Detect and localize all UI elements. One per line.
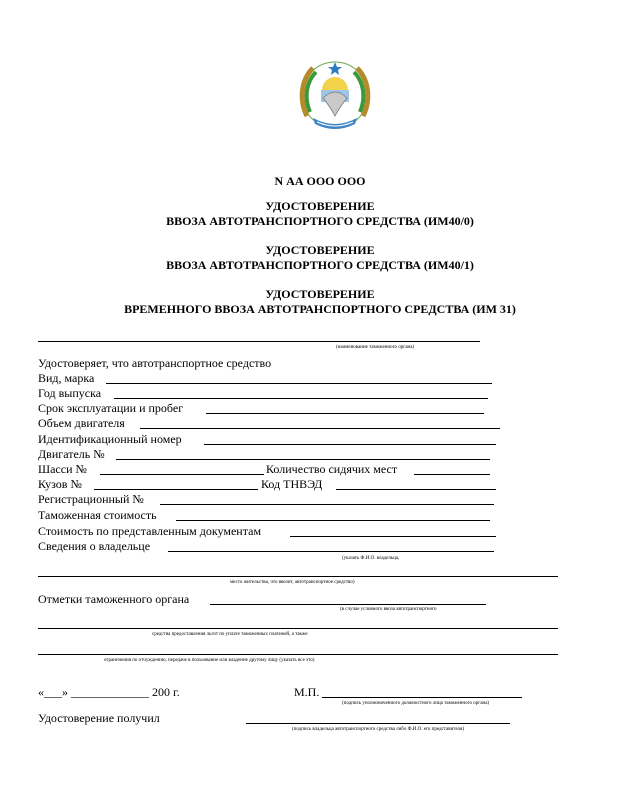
- chassis-line: [100, 474, 264, 475]
- engine-volume-line: [140, 428, 500, 429]
- customs-authority-caption: (наименование таможенного органа): [336, 345, 415, 350]
- owner-signature-caption: (подпись владельца автотранспортного средства либо Ф.И.О. его представителя): [292, 727, 465, 732]
- owner-signature-line: [246, 723, 510, 724]
- stamp-label: М.П.: [294, 685, 320, 699]
- chassis-label: Шасси №: [38, 462, 87, 476]
- owner-line: [168, 551, 494, 552]
- marks-caption: (в случае условного ввоза автотранспортного: [340, 607, 437, 612]
- engine-no-label: Двигатель №: [38, 447, 105, 461]
- hs-code-label: Код ТНВЭД: [261, 477, 323, 491]
- reg-no-label: Регистрационный №: [38, 492, 144, 506]
- title-2-line-2: ВВОЗА АВТОТРАНСПОРТНОГО СРЕДСТВА (ИМ40/1): [166, 258, 474, 272]
- marks-line: [210, 604, 486, 605]
- service-label: Срок эксплуатации и пробег: [38, 401, 184, 415]
- declared-value-line: [290, 536, 496, 537]
- engine-volume-label: Объем двигателя: [38, 416, 125, 430]
- privileges-caption: средства предоставления льгот по уплате таможенных платежей, а также: [152, 632, 308, 637]
- owner-label: Сведения о владельце: [38, 539, 151, 553]
- make-line: [106, 383, 492, 384]
- seats-line: [414, 474, 490, 475]
- owner-caption: (указать Ф.И.О. владельца,: [342, 556, 400, 561]
- year-line: [114, 398, 488, 399]
- seats-label: Количество сидячих мест: [266, 462, 398, 476]
- hs-code-line: [336, 489, 496, 490]
- year-label: Год выпуска: [38, 386, 102, 400]
- document-number: N АА ООО ООО: [274, 174, 366, 188]
- marks-label: Отметки таможенного органа: [38, 592, 190, 606]
- certifies-text: Удостоверяет, что автотранспортное средство: [38, 356, 272, 370]
- privileges-line: [38, 628, 558, 629]
- customs-value-line: [176, 520, 490, 521]
- restrictions-caption: ограничения по отчуждению, передаче в пользование или владение другому лицу (указать все это): [104, 658, 315, 663]
- make-label: Вид, марка: [38, 371, 95, 385]
- engine-no-line: [116, 459, 490, 460]
- restrictions-line: [38, 654, 558, 655]
- official-signature-caption: (подпись уполномоченного должностного лица таможенного органа): [342, 701, 490, 706]
- title-2-line-1: УДОСТОВЕРЕНИЕ: [265, 243, 375, 257]
- body-label: Кузов №: [38, 477, 82, 491]
- reg-no-line: [160, 504, 494, 505]
- issue-date: «___» _____________ 200 г.: [38, 685, 180, 699]
- vin-label: Идентификационный номер: [38, 432, 182, 446]
- title-3-line-2: ВРЕМЕННОГО ВВОЗА АВТОТРАНСПОРТНОГО СРЕДСТВА (ИМ 31): [124, 302, 516, 316]
- vin-line: [204, 444, 496, 445]
- declared-value-label: Стоимость по представленным документам: [38, 524, 262, 538]
- state-emblem: [293, 56, 377, 134]
- residence-line: [38, 576, 558, 577]
- body-line: [94, 489, 258, 490]
- title-3-line-1: УДОСТОВЕРЕНИЕ: [265, 287, 375, 301]
- official-signature-line: [322, 697, 522, 698]
- residence-caption: место жительства, что ввозит, автотранспортное средство): [230, 580, 355, 585]
- customs-value-label: Таможенная стоимость: [38, 508, 157, 522]
- service-line: [206, 413, 484, 414]
- customs-authority-line: [38, 341, 480, 342]
- title-1-line-1: УДОСТОВЕРЕНИЕ: [265, 199, 375, 213]
- title-1-line-2: ВВОЗА АВТОТРАНСПОРТНОГО СРЕДСТВА (ИМ40/0): [166, 214, 474, 228]
- received-label: Удостоверение получил: [38, 711, 160, 725]
